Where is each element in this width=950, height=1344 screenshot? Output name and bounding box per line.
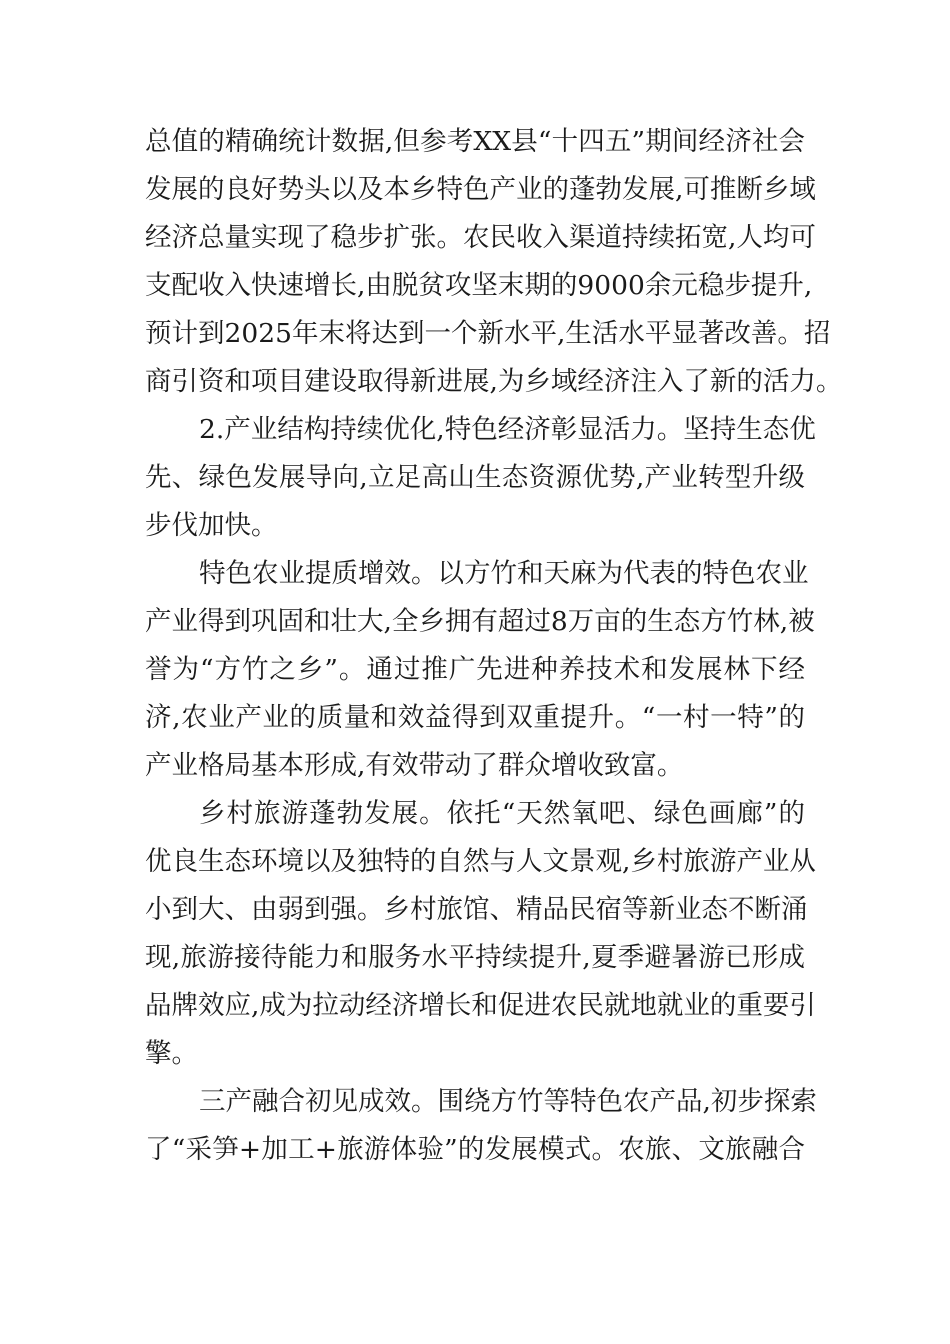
text-line: 擎。 bbox=[145, 1038, 198, 1069]
text-line: 小到大、由弱到强。乡村旅馆、精品民宿等新业态不断涌 bbox=[145, 894, 808, 925]
text-line: 预计到2025年末将达到一个新水平,生活水平显著改善。招 bbox=[145, 318, 831, 349]
text-line: 经济总量实现了稳步扩张。农民收入渠道持续拓宽,人均可 bbox=[145, 222, 816, 253]
paragraph-tourism bbox=[145, 790, 816, 1078]
paragraph-industry-structure bbox=[145, 406, 816, 550]
text-line: 先、绿色发展导向,立足高山生态资源优势,产业转型升级 bbox=[145, 462, 805, 493]
document-page bbox=[145, 118, 843, 1174]
text-line: 优良生态环境以及独特的自然与人文景观,乡村旅游产业从 bbox=[145, 846, 816, 877]
text-line: 发展的良好势头以及本乡特色产业的蓬勃发展,可推断乡域 bbox=[145, 174, 816, 205]
text-line: 产业格局基本形成,有效带动了群众增收致富。 bbox=[145, 750, 684, 781]
text-line: 品牌效应,成为拉动经济增长和促进农民就地就业的重要引 bbox=[145, 990, 816, 1021]
text-line: 步伐加快。 bbox=[145, 510, 278, 541]
text-line: 乡村旅游蓬勃发展。依托“天然氧吧、绿色画廊”的 bbox=[199, 798, 805, 829]
text-line: 济,农业产业的质量和效益得到双重提升。“一村一特”的 bbox=[145, 702, 805, 733]
text-line: 誉为“方竹之乡”。通过推广先进种养技术和发展林下经 bbox=[145, 654, 805, 685]
text-line: 产业得到巩固和壮大,全乡拥有超过8万亩的生态方竹林,被 bbox=[145, 606, 815, 637]
text-line: 支配收入快速增长,由脱贫攻坚末期的9000余元稳步提升, bbox=[145, 270, 813, 301]
paragraph-agriculture bbox=[145, 550, 815, 790]
text-line: 三产融合初见成效。围绕方竹等特色农产品,初步探索 bbox=[199, 1086, 817, 1117]
text-line: 了“采笋+加工+旅游体验”的发展模式。农旅、文旅融合 bbox=[145, 1134, 805, 1165]
section-heading-line: 2.产业结构持续优化,特色经济彰显活力。坚持生态优 bbox=[199, 414, 816, 445]
text-line: 商引资和项目建设取得新进展,为乡域经济注入了新的活力。 bbox=[145, 366, 843, 397]
paragraph-economy bbox=[145, 118, 843, 406]
paragraph-integration bbox=[145, 1078, 817, 1174]
text-line: 特色农业提质增效。以方竹和天麻为代表的特色农业 bbox=[199, 558, 809, 589]
text-line: 现,旅游接待能力和服务水平持续提升,夏季避暑游已形成 bbox=[145, 942, 805, 973]
text-line: 总值的精确统计数据,但参考XX县“十四五”期间经济社会 bbox=[145, 126, 805, 157]
